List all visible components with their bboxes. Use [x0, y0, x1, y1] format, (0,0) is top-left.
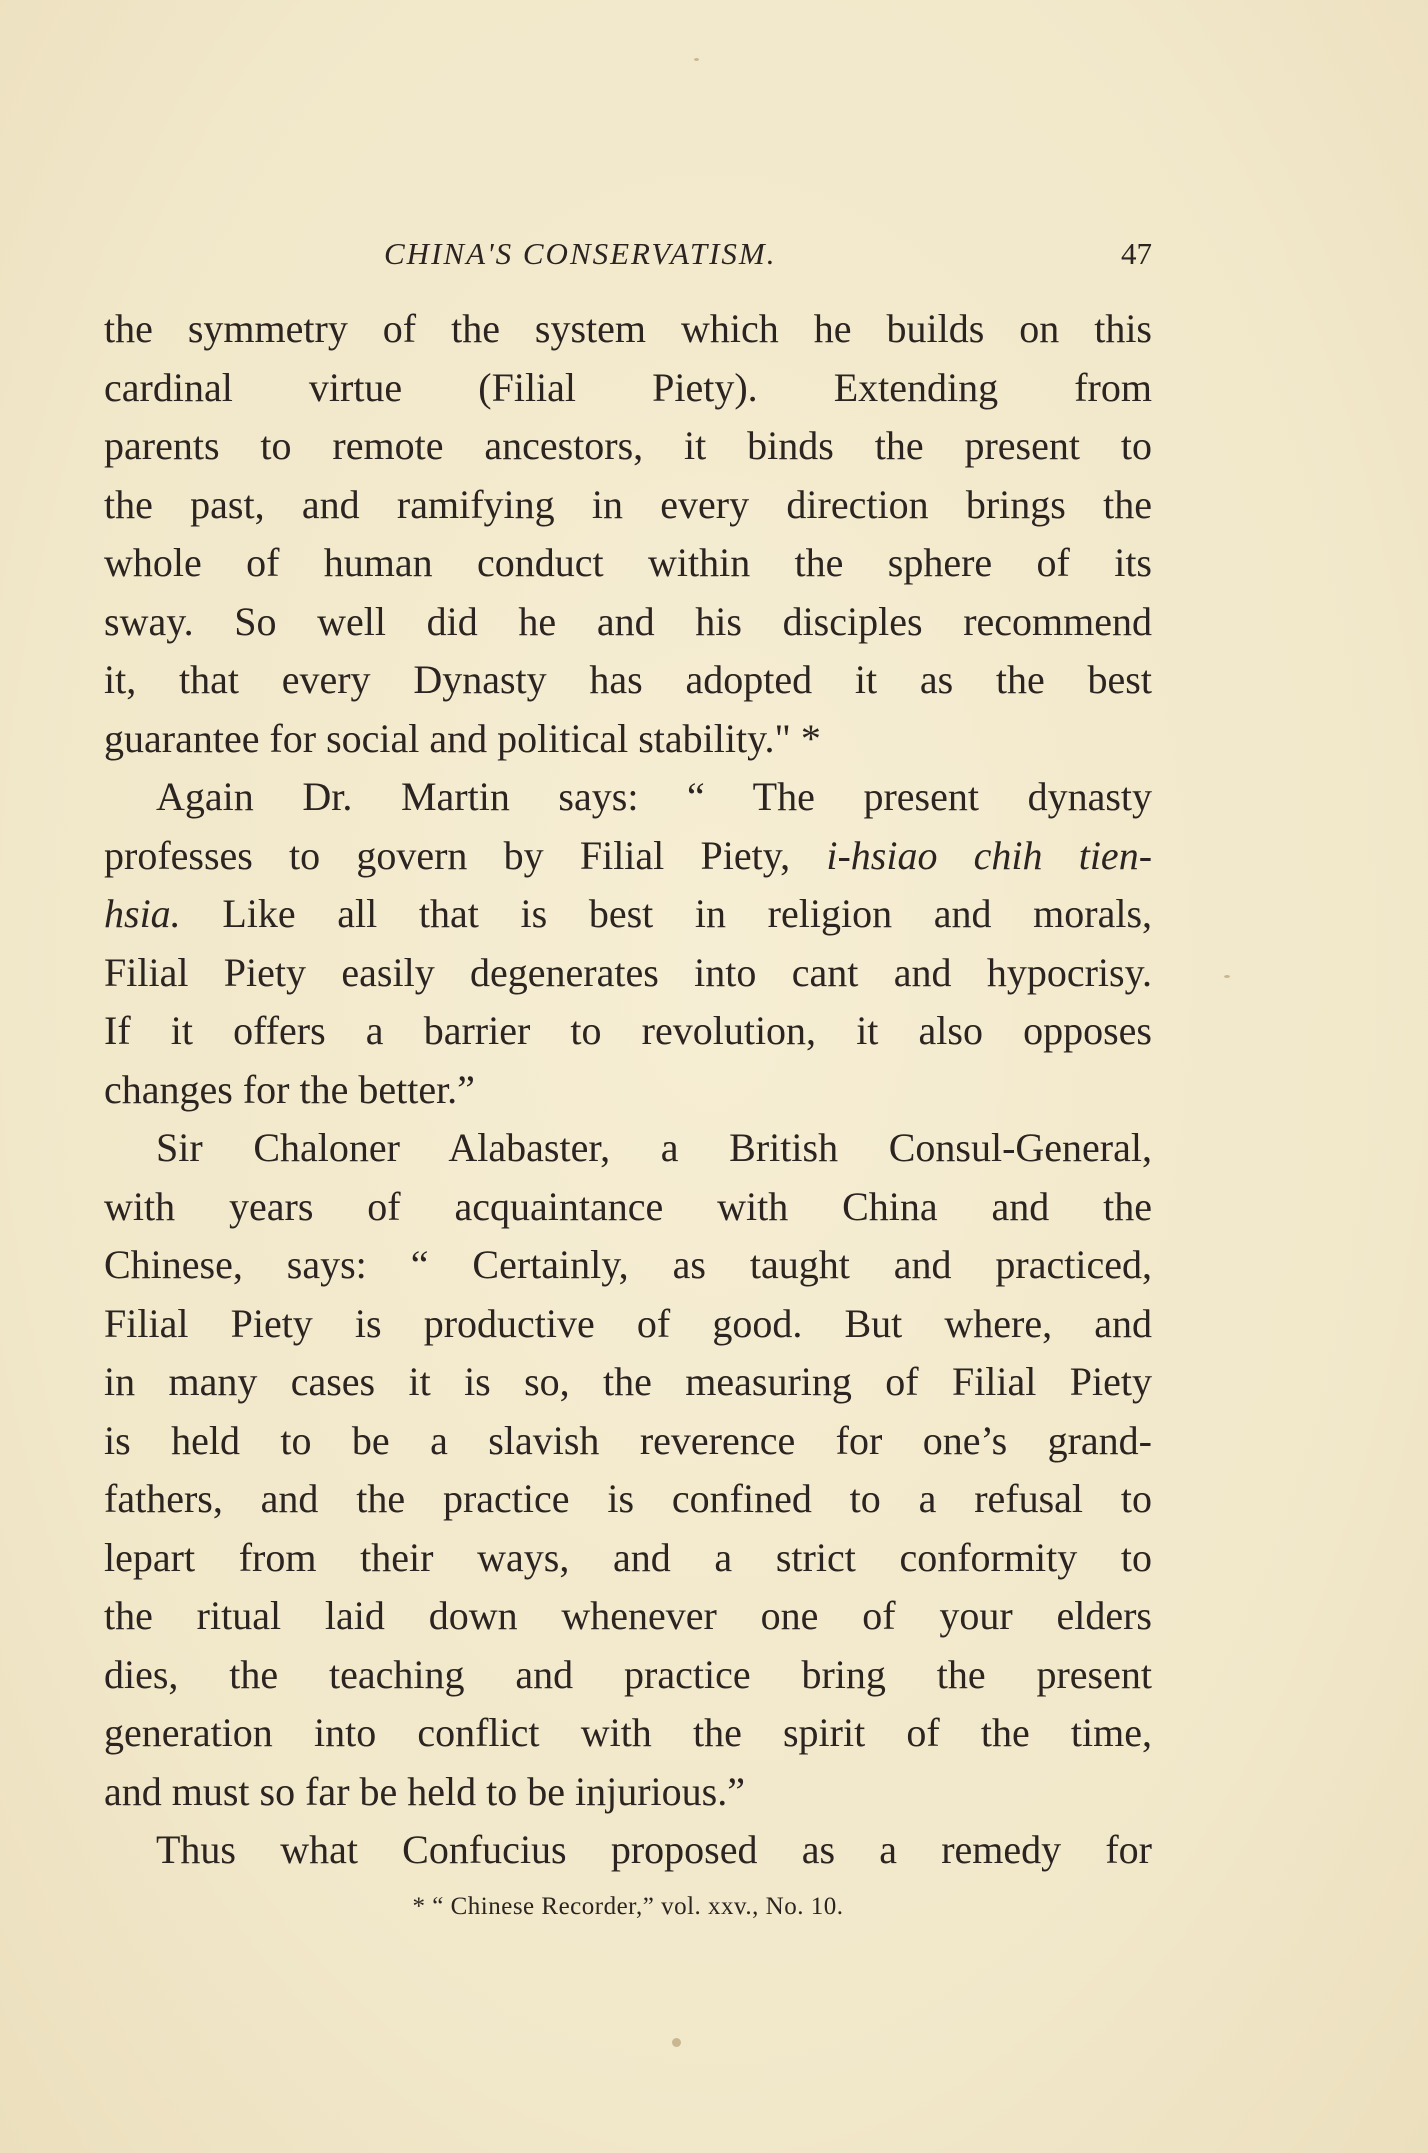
running-head — [104, 236, 1152, 276]
text-fragment: Like all that is best in religion and morals, — [222, 891, 1153, 936]
text-line: the past, and ramifying in every direction brings the — [104, 481, 1152, 527]
text-line: fathers, and the practice is confined to a refusal to — [104, 1476, 1152, 1521]
text-line: is held to be a slavish reverence for one’s grand- — [104, 1417, 1152, 1463]
text-line: changes for the better.” — [104, 1066, 475, 1112]
text-line: generation into conflict with the spirit of the time, — [104, 1710, 1152, 1755]
text-line: Filial Piety is productive of good. But where, and — [104, 1300, 1152, 1346]
text-line: Filial Piety easily degenerates into cant and hypocrisy. — [104, 949, 1152, 995]
text-line: Sir Chaloner Alabaster, a British Consul-General, — [156, 1125, 1152, 1170]
text-line: dies, the teaching and practice bring the present — [104, 1651, 1152, 1697]
text-line: guarantee for social and political stability." * — [104, 715, 821, 761]
text-line: Again Dr. Martin says: “ The present dynasty — [156, 774, 1152, 819]
text-line: the ritual laid down whenever one of your elders — [104, 1593, 1152, 1638]
body-text — [104, 300, 1152, 1880]
text-line: it, that every Dynasty has adopted it as the best — [104, 657, 1152, 702]
text-line: Thus what Confucius proposed as a remedy for — [156, 1827, 1152, 1872]
running-title: CHINA'S CONSERVATISM. — [384, 236, 777, 271]
text-line: lepart from their ways, and a strict conformity to — [104, 1534, 1152, 1580]
text-line: cardinal virtue (Filial Piety). Extending from — [104, 364, 1152, 410]
footnote: * “ Chinese Recorder,” vol. xxv., No. 10. — [412, 1893, 844, 1920]
italic-phrase: i-hsiao chih tien- — [826, 832, 1153, 878]
text-line: in many cases it is so, the measuring of Filial Piety — [104, 1359, 1152, 1404]
text-line: and must so far be held to be injurious.” — [104, 1768, 745, 1814]
text-line: the symmetry of the system which he builds on this — [104, 306, 1152, 351]
text-line: sway. So well did he and his disciples recommend — [104, 598, 1152, 644]
text-line: parents to remote ancestors, it binds the present to — [104, 423, 1152, 468]
page-number: 47 — [1121, 236, 1152, 271]
text-line: with years of acquaintance with China and the — [104, 1183, 1152, 1229]
italic-phrase: hsia. — [104, 891, 181, 936]
paper-speck — [672, 2038, 681, 2047]
text-fragment: professes to govern by Filial Piety, — [104, 832, 791, 878]
text-line — [104, 885, 1152, 944]
text-line — [104, 827, 1152, 886]
text-line: Chinese, says: “ Certainly, as taught and practiced, — [104, 1242, 1152, 1287]
text-line: If it offers a barrier to revolution, it also opposes — [104, 1008, 1152, 1053]
paper-speck — [1224, 975, 1230, 978]
text-line: whole of human conduct within the sphere of its — [104, 540, 1152, 585]
paper-speck — [694, 58, 699, 61]
